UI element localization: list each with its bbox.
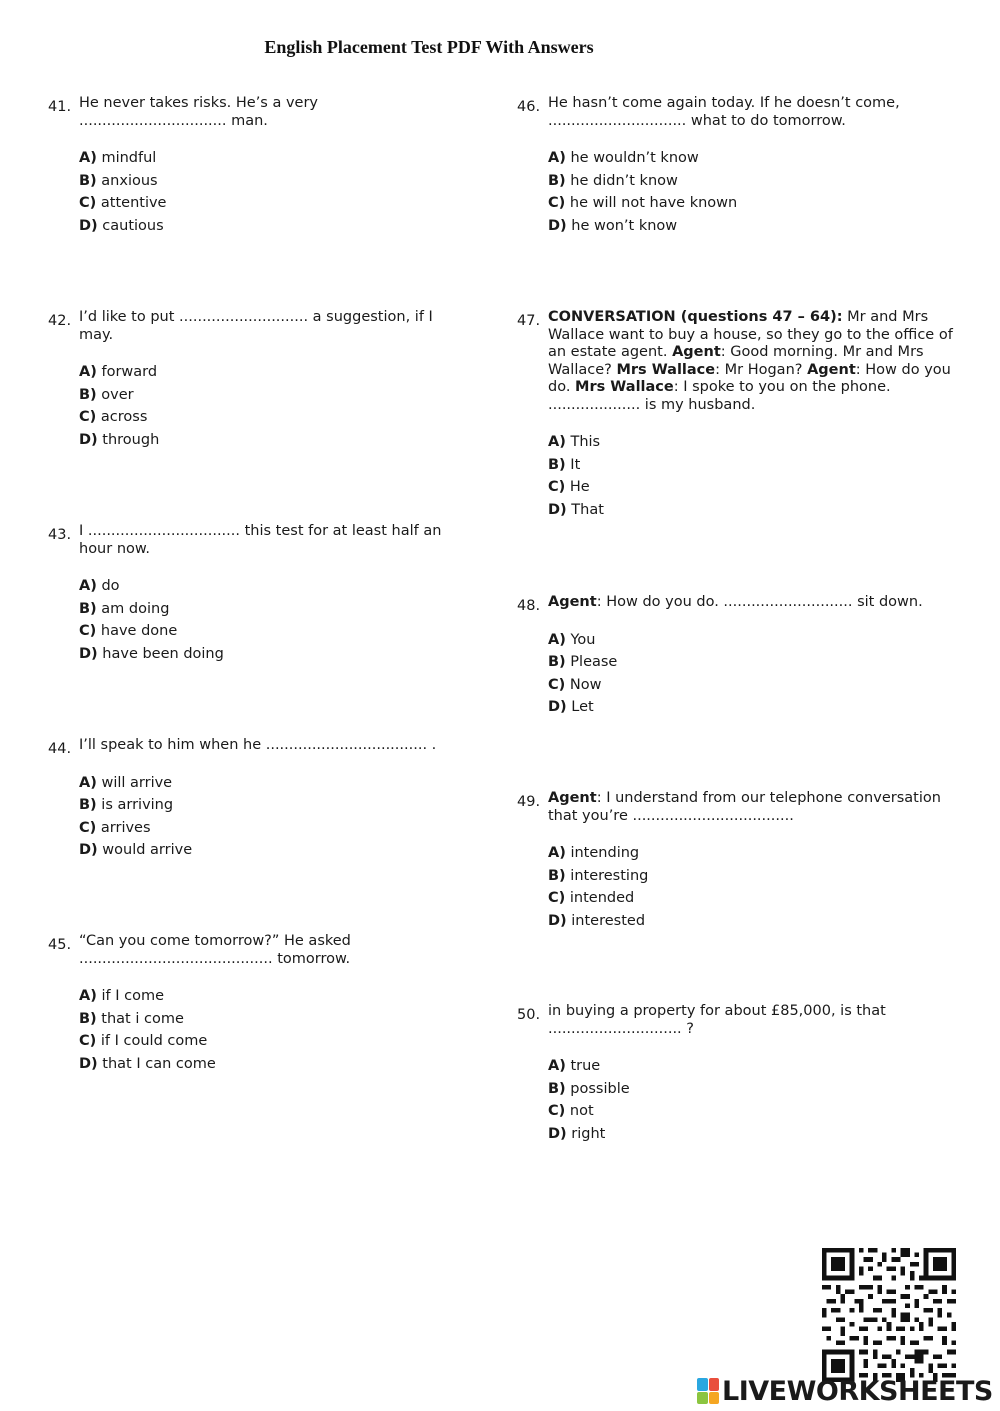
- option-d[interactable]: D) cautious: [79, 217, 164, 234]
- option-d[interactable]: D) would arrive: [79, 842, 193, 859]
- badge-square-3: [697, 1392, 708, 1405]
- option-a[interactable]: A) true: [548, 1058, 601, 1074]
- liveworksheets-badge-icon: [697, 1378, 719, 1404]
- question-49: [517, 790, 962, 932]
- page-title: English Placement Test PDF With Answers: [264, 37, 594, 57]
- badge-square-2: [709, 1378, 720, 1391]
- options-list: [548, 629, 962, 719]
- option-a[interactable]: A) intending: [548, 845, 640, 861]
- question-text: I ................................. this test for at least half an hour now.: [79, 523, 442, 557]
- option-b[interactable]: B) interesting: [548, 867, 649, 884]
- option-d[interactable]: D) interested: [548, 912, 646, 929]
- question-text: I’ll speak to him when he ................................... .: [79, 737, 437, 753]
- question-text: “Can you come tomorrow?” He asked .......................................... tomorrow.: [79, 933, 351, 967]
- option-a[interactable]: A) will arrive: [79, 774, 173, 791]
- option-a[interactable]: A) You: [548, 631, 596, 648]
- option-a[interactable]: A) forward: [79, 364, 158, 380]
- question-text: Agent: I understand from our telephone conversation that you’re ...................................: [548, 790, 941, 824]
- option-b[interactable]: B) over: [79, 386, 134, 403]
- option-b[interactable]: B) Please: [548, 654, 618, 671]
- option-b[interactable]: B) that i come: [79, 1010, 184, 1027]
- qr-code-icon: [822, 1248, 956, 1382]
- option-d[interactable]: D) have been doing: [79, 645, 224, 662]
- options-list: [79, 575, 468, 665]
- option-b[interactable]: B) he didn’t know: [548, 172, 678, 189]
- question-number: 43.: [48, 527, 72, 543]
- options-list: [79, 147, 468, 237]
- question-text: I’d like to put ............................ a suggestion, if I may.: [79, 309, 433, 343]
- option-d[interactable]: D) That: [548, 501, 604, 518]
- question-number: 46.: [517, 99, 541, 115]
- option-b[interactable]: B) am doing: [79, 600, 170, 617]
- question-47: [517, 309, 962, 521]
- options-list: [79, 985, 468, 1075]
- question-number: 44.: [48, 741, 72, 757]
- options-list: [79, 361, 468, 451]
- option-a[interactable]: A) he wouldn’t know: [548, 150, 699, 166]
- option-b[interactable]: B) anxious: [79, 172, 158, 189]
- option-d[interactable]: D) Let: [548, 699, 594, 716]
- question-number: 41.: [48, 99, 72, 115]
- options-list: [79, 772, 468, 862]
- option-c[interactable]: C) attentive: [79, 195, 167, 212]
- question-46: [517, 95, 962, 237]
- options-list: [548, 431, 962, 521]
- question-text: He never takes risks. He’s a very ................................ man.: [79, 95, 319, 129]
- option-a[interactable]: A) if I come: [79, 988, 164, 1004]
- option-b[interactable]: B) It: [548, 456, 581, 473]
- option-d[interactable]: D) that I can come: [79, 1055, 216, 1072]
- question-41: [48, 95, 468, 237]
- option-c[interactable]: C) he will not have known: [548, 195, 738, 212]
- option-c[interactable]: C) have done: [79, 623, 178, 640]
- question-48: [517, 594, 962, 719]
- question-43: [48, 523, 468, 665]
- options-list: [548, 842, 962, 932]
- question-number: 42.: [48, 313, 72, 329]
- option-c[interactable]: C) intended: [548, 890, 635, 907]
- question-number: 47.: [517, 313, 541, 329]
- option-c[interactable]: C) if I could come: [79, 1033, 208, 1050]
- option-a[interactable]: A) do: [79, 578, 120, 594]
- badge-square-4: [709, 1392, 720, 1405]
- badge-square-1: [697, 1378, 708, 1391]
- question-number: 48.: [517, 598, 541, 614]
- question-text: CONVERSATION (questions 47 – 64): Mr and Mrs Wallace want to buy a house, so they go to the office of an estate agent. Agent: Good morning. Mr and Mrs Wallace? Mrs Wallace: Mr Hogan? Agent: How do you do. Mrs Wallace: I spoke to you on the phone. .................... is my husband.: [548, 309, 953, 413]
- liveworksheets-wordmark: LIVEWORKSHEETS: [722, 1375, 993, 1407]
- question-text: He hasn’t come again today. If he doesn’t come, .............................. what to do tomorrow.: [548, 95, 900, 129]
- question-text: in buying a property for about £85,000, is that ............................. ?: [548, 1003, 886, 1037]
- question-number: 50.: [517, 1007, 541, 1023]
- options-list: [548, 1055, 962, 1145]
- question-number: 45.: [48, 937, 72, 953]
- option-c[interactable]: C) Now: [548, 676, 602, 693]
- option-d[interactable]: D) right: [548, 1125, 606, 1142]
- option-a[interactable]: A) This: [548, 434, 601, 450]
- option-c[interactable]: C) not: [548, 1103, 594, 1120]
- option-d[interactable]: D) through: [79, 431, 160, 448]
- liveworksheets-logo[interactable]: [697, 1377, 993, 1405]
- option-c[interactable]: C) arrives: [79, 819, 151, 836]
- option-c[interactable]: C) across: [79, 409, 148, 426]
- option-b[interactable]: B) possible: [548, 1080, 630, 1097]
- question-50: [517, 1003, 962, 1145]
- option-b[interactable]: B) is arriving: [79, 797, 174, 814]
- question-45: [48, 933, 468, 1075]
- question-number: 49.: [517, 794, 541, 810]
- question-text: Agent: How do you do. ............................ sit down.: [548, 594, 923, 610]
- option-c[interactable]: C) He: [548, 479, 590, 496]
- options-list: [548, 147, 962, 237]
- question-44: [48, 737, 468, 862]
- question-42: [48, 309, 468, 451]
- option-a[interactable]: A) mindful: [79, 150, 157, 166]
- option-d[interactable]: D) he won’t know: [548, 217, 678, 234]
